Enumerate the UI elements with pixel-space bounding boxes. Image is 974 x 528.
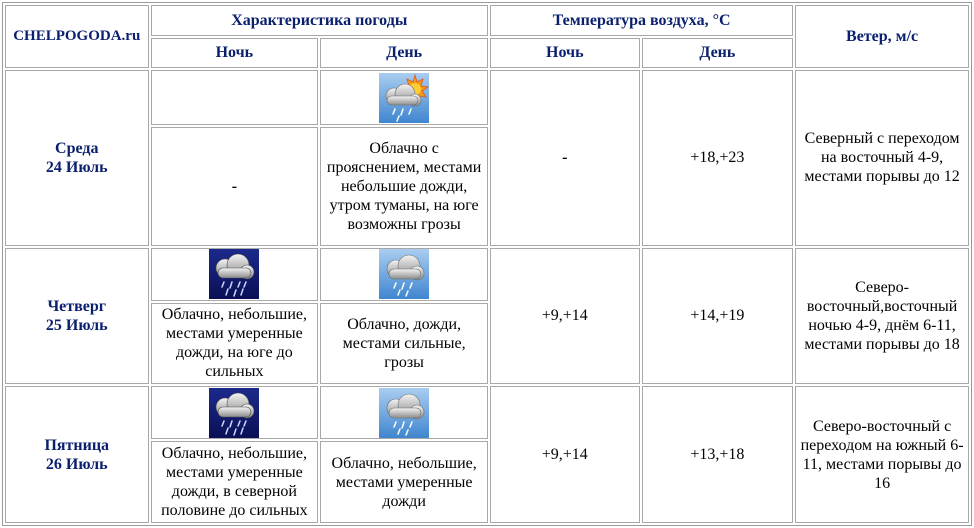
temp-night-value: +9,+14 <box>490 248 640 385</box>
weekday-label: Пятница <box>44 436 110 454</box>
site-name: CHELPOGODA.ru <box>5 5 149 68</box>
temp-day-header: День <box>642 38 794 69</box>
temp-night-value: - <box>490 70 640 245</box>
temp-night-header: Ночь <box>490 38 640 69</box>
cloudy-rain-icon <box>379 249 429 299</box>
day-icon-cell <box>320 248 488 301</box>
night-description: Облачно, небольшие, местами умеренные дожди, на юге до сильных <box>151 303 319 385</box>
weekday-label: Четверг <box>47 297 107 315</box>
air-temperature-header: Температура воздуха, °C <box>490 5 793 36</box>
temp-day-value: +14,+19 <box>642 248 794 385</box>
forecast-day-wednesday <box>5 70 149 245</box>
night-cloudy-rain-icon <box>209 388 259 438</box>
day-description: Облачно, дожди, местами сильные, грозы <box>320 303 488 385</box>
night-icon-cell <box>151 248 319 301</box>
cloudy-rain-icon <box>379 388 429 438</box>
date-label: 26 Июль <box>45 455 108 473</box>
forecast-day-thursday <box>5 248 149 385</box>
wind-description: Северо-восточный с переходом на южный 6-11, местами порывы до 16 <box>795 386 969 523</box>
day-description: Облачно с прояснением, местами небольшие дожди, утром туманы, на юге возможны грозы <box>320 127 488 245</box>
temp-night-value: +9,+14 <box>490 386 640 523</box>
weather-night-header: Ночь <box>151 38 319 69</box>
day-icon-cell <box>320 70 488 125</box>
day-description: Облачно, небольшие, местами умеренные дожди <box>320 441 488 523</box>
forecast-table <box>2 2 972 526</box>
wind-description: Северо-восточный,восточный ночью 4-9, днём 6-11, местами порывы до 18 <box>795 248 969 385</box>
partly-cloudy-rain-icon <box>379 73 429 123</box>
temp-day-value: +13,+18 <box>642 386 794 523</box>
weekday-label: Среда <box>55 139 99 157</box>
night-icon-cell <box>151 386 319 439</box>
wind-header: Ветер, м/с <box>795 5 969 68</box>
night-cloudy-rain-icon <box>209 249 259 299</box>
forecast-day-friday <box>5 386 149 523</box>
weather-characteristic-header: Характеристика погоды <box>151 5 489 36</box>
day-icon-cell <box>320 386 488 439</box>
night-description: Облачно, небольшие, местами умеренные дожди, в северной половине до сильных <box>151 441 319 523</box>
wind-description: Северный с переходом на восточный 4-9, местами порывы до 12 <box>795 70 969 245</box>
night-description: - <box>151 127 319 245</box>
temp-day-value: +18,+23 <box>642 70 794 245</box>
night-icon-cell <box>151 70 319 125</box>
weather-day-header: День <box>320 38 488 69</box>
date-label: 24 Июль <box>45 158 108 176</box>
date-label: 25 Июль <box>45 316 108 334</box>
